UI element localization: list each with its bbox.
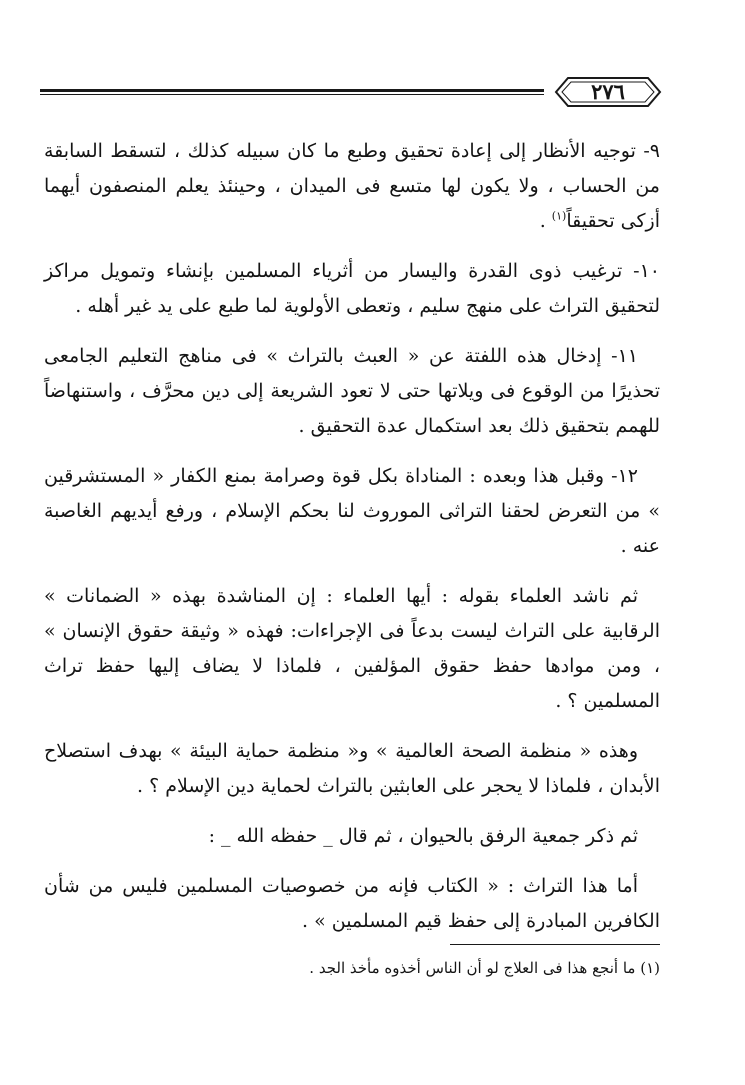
footnote-marker: (١)	[551, 209, 567, 223]
paragraph-appeal: ثم ناشد العلماء بقوله : أيها العلماء : إن المناشدة بهذه « الضمانات » الرقابية على التراث ليست بدعاً فى الإجراءات: فهذه « وثيقة حقوق الإنسان » ، ومن موادها حفظ حقوق المؤلفين ، فلماذا لا يضاف إليها حفظ تراث المسلمين ؟ .	[44, 585, 660, 712]
paragraph-animal-society: ثم ذكر جمعية الرفق بالحيوان ، ثم قال _ حفظه الله _ :	[208, 825, 638, 847]
paragraph-12: ١٢- وقبل هذا وبعده : المناداة بكل قوة وصرامة بمنع الكفار « المستشرقين » من التعرض لحقنا التراثى الموروث لنا بحكم الإسلام ، ورفع أيديهم الغاصبة عنه .	[44, 465, 660, 557]
paragraph-11: ١١- إدخال هذه اللفتة عن « العبث بالتراث » فى مناهج التعليم الجامعى تحذيرًا من الوقوع فى ويلاتها حتى لا تعود الشريعة إلى دين محرَّف ، واستنهاضاً للهمم بتحقيق ذلك بعد استكمال عدة التحقيق .	[44, 345, 660, 437]
header-rule	[40, 89, 544, 95]
paragraph-9	[44, 134, 660, 239]
footnote-separator	[450, 944, 660, 945]
paragraph-9-end: .	[539, 210, 552, 232]
page-body	[44, 134, 660, 954]
page-header	[40, 74, 664, 110]
paragraph-quote: أما هذا التراث : « الكتاب فإنه من خصوصيات المسلمين فليس من شأن الكافرين المبادرة إلى حفظ قيم المسلمين » .	[44, 875, 660, 932]
paragraph-organizations: وهذه « منظمة الصحة العالمية » و« منظمة حماية البيئة » بهدف استصلاح الأبدان ، فلماذا لا يحجر على العابثين بالتراث لحماية دين الإسلام ؟ .	[44, 740, 660, 797]
page-number: ٢٧٦	[591, 79, 625, 104]
page-number-badge	[552, 74, 664, 110]
paragraph-9-text: ٩- توجيه الأنظار إلى إعادة تحقيق وطبع ما كان سبيله كذلك ، لتسقط السابقة من الحساب ، ولا يكون لها متسع فى الميدان ، وحينئذ يعلم المنصفون أيهما أزكى تحقيقاً	[44, 140, 660, 232]
footnote: (١) ما أنجع هذا فى العلاج لو أن الناس أخذوه مأخذ الجد .	[309, 959, 660, 977]
paragraph-10: ١٠- ترغيب ذوى القدرة واليسار من أثرياء المسلمين بإنشاء وتمويل مراكز لتحقيق التراث على منهج سليم ، وتعطى الأولوية لما طبع على يد غير أهله .	[44, 260, 660, 317]
